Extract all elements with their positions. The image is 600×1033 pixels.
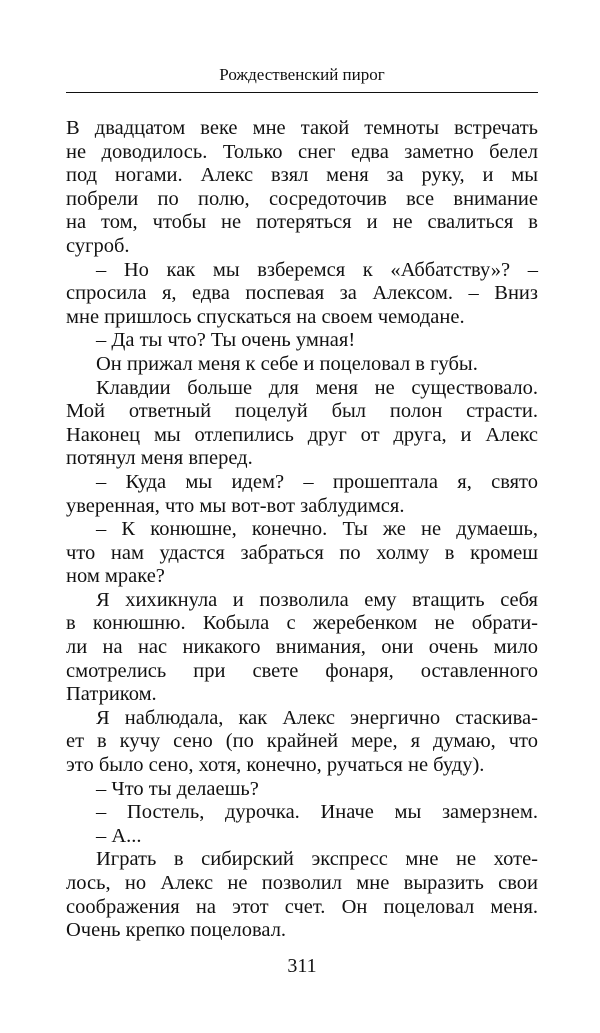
text-line: спросила я, едва поспевая за Алексом. – Вниз — [66, 282, 538, 305]
text-line: не доводилось. Только снег едва заметно белел — [66, 140, 538, 163]
text-line: в конюшню. Кобыла с жеребенком не обрати- — [66, 612, 538, 635]
text-line: потянул меня вперед. — [66, 447, 253, 470]
text-line: В двадцатом веке мне такой темноты встречать — [66, 117, 538, 139]
text-line: Наконец мы отлепились друг от друга, и Алекс — [66, 423, 538, 446]
text-line: – К конюшне, конечно. Ты же не думаешь, — [96, 518, 538, 541]
text-line: – Куда мы идем? – прошептала я, свято — [96, 470, 538, 493]
text-line: ет в кучу сено (по крайней мере, я думаю, что — [66, 730, 538, 753]
text-line: побрели по полю, сосредоточив все внимание — [66, 187, 538, 210]
text-line: уверенная, что мы вот-вот заблудимся. — [66, 494, 405, 517]
text-line: смотрелись при свете фонаря, оставленного — [66, 659, 538, 682]
text-line: – А... — [96, 824, 142, 847]
text-line: на том, чтобы не потеряться и не свалиться в — [66, 211, 538, 234]
text-line: мне пришлось спускаться на своем чемодане. — [66, 305, 465, 328]
text-line: Патриком. — [66, 683, 157, 706]
text-line: Я наблюдала, как Алекс энергично стаскива- — [96, 706, 538, 729]
header-rule — [66, 92, 538, 93]
text-line: Он прижал меня к себе и поцеловал в губы. — [96, 352, 478, 375]
text-line: Играть в сибирский экспресс мне не хоте- — [96, 848, 538, 871]
text-line: – Да ты что? Ты очень умная! — [96, 329, 356, 352]
text-line: ном мраке? — [66, 565, 165, 588]
text-line: – Постель, дурочка. Иначе мы замерзнем. — [96, 801, 538, 824]
text-line: Очень крепко поцеловал. — [66, 919, 287, 942]
page-number: 311 — [287, 955, 317, 977]
text-line: что нам удастся забраться по холму в кромеш — [66, 541, 538, 564]
text-line: сугроб. — [66, 234, 130, 257]
text-line: Я хихикнула и позволила ему втащить себя — [96, 588, 538, 611]
body-text — [66, 117, 538, 943]
text-line: это было сено, хотя, конечно, ручаться не буду). — [66, 754, 485, 777]
text-line: Клавдии больше для меня не существовало. — [96, 376, 538, 399]
text-line: Мой ответный поцелуй был полон страсти. — [66, 400, 538, 423]
text-line: лось, но Алекс не позволил мне выразить свои — [66, 872, 538, 894]
text-line: – Что ты делаешь? — [96, 777, 259, 800]
text-line: соображения на этот счет. Он поцеловал меня. — [66, 895, 538, 918]
text-line: ли на нас никакого внимания, они очень мило — [66, 636, 538, 659]
text-line: под ногами. Алекс взял меня за руку, и мы — [66, 164, 538, 187]
running-header: Рождественский пирог — [219, 65, 385, 84]
text-line: – Но как мы взберемся к «Аббатству»? – — [96, 258, 538, 281]
